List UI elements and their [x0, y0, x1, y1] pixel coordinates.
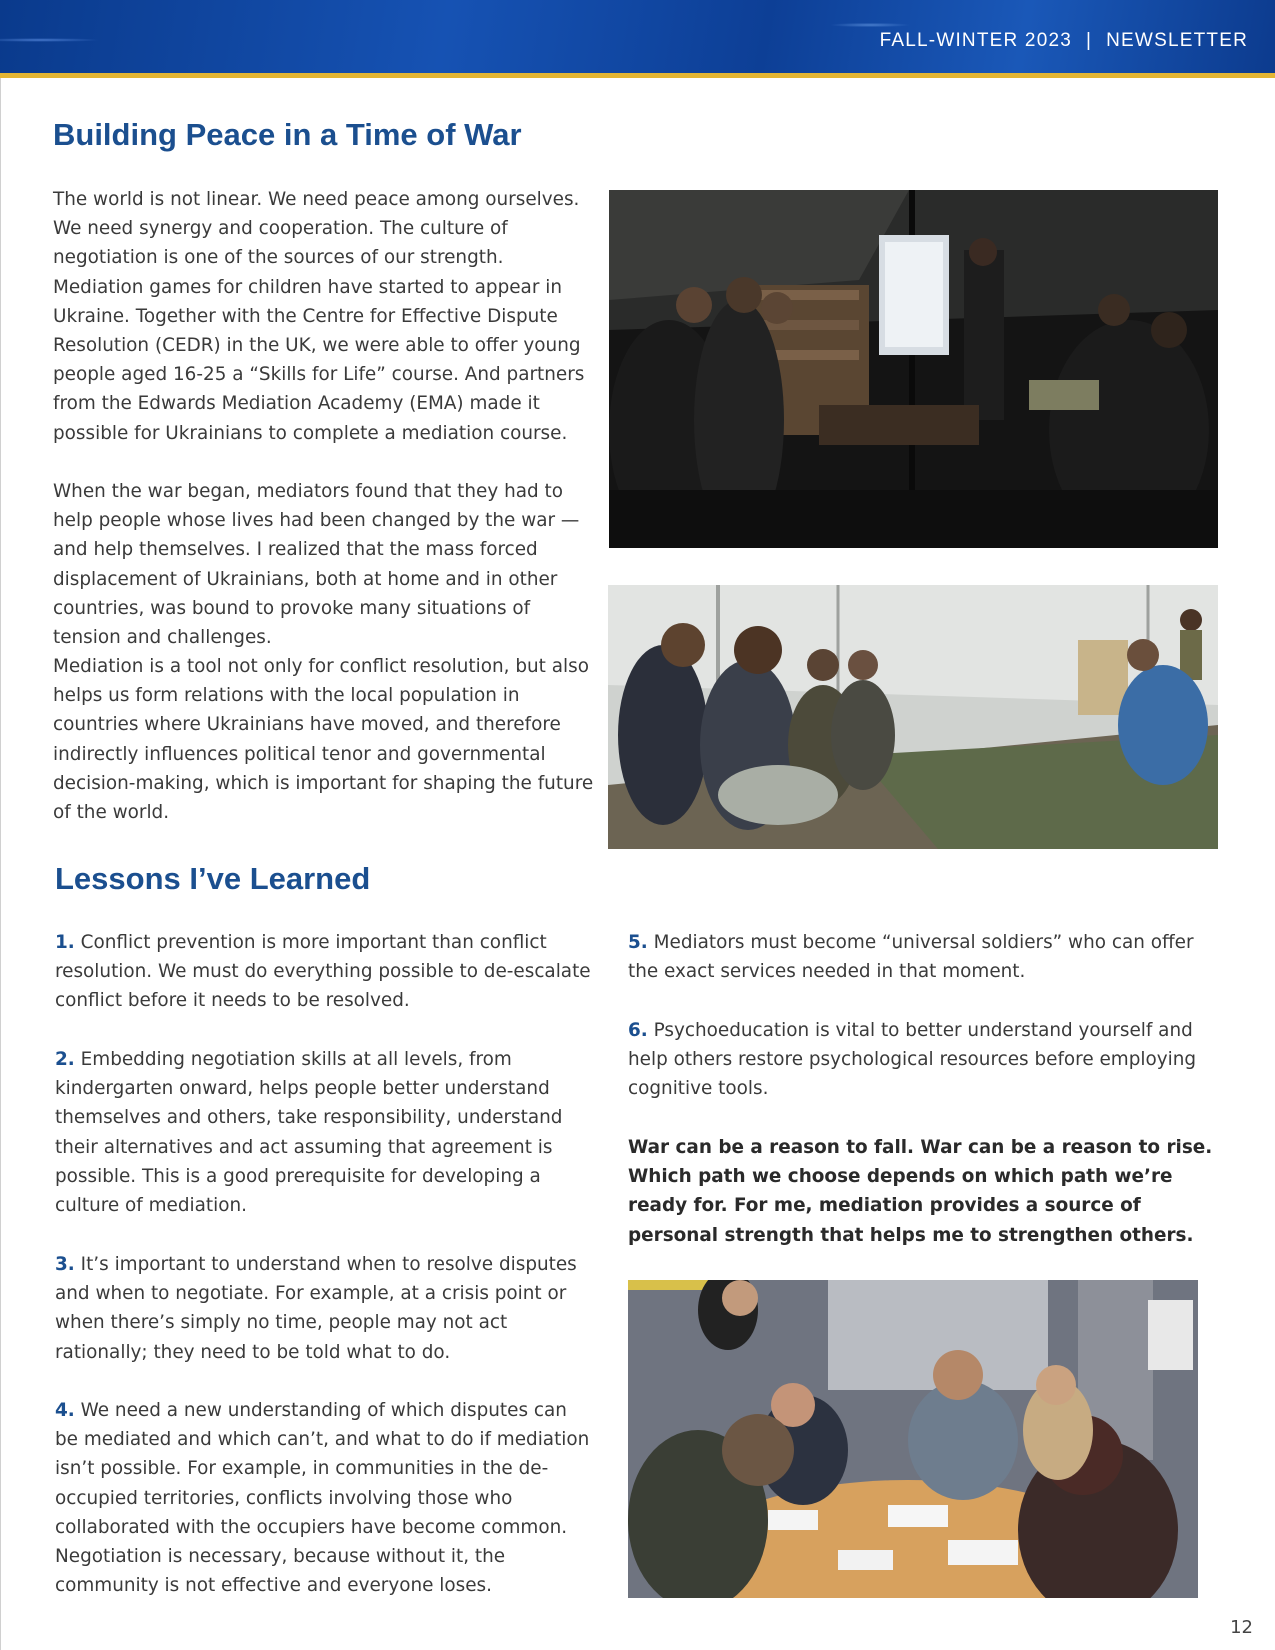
lesson-6 — [628, 1016, 1228, 1104]
photo-round-table-discussion — [628, 1280, 1198, 1598]
lesson-2-number: 2. — [55, 1049, 75, 1070]
lesson-2 — [55, 1045, 595, 1220]
lesson-5-text: Mediators must become “universal soldiers” who can offer the exact services needed in that moment. — [628, 932, 1194, 983]
lesson-2-text: Embedding negotiation skills at all levels, from kindergarten onward, helps people better understand themselves and others, take responsibility, understand their alternatives and act assuming that agreement is possible. This is a good prerequisite for developing a culture of mediation. — [55, 1049, 563, 1217]
header-type: NEWSLETTER — [1106, 30, 1248, 51]
article-title-building-peace: Building Peace in a Time of War — [53, 117, 522, 152]
lesson-3-number: 3. — [55, 1254, 75, 1275]
header-separator: | — [1086, 30, 1093, 51]
article-paragraph-1: The world is not linear. We need peace among ourselves. We need synergy and cooperation. The culture of negotiation is one of the sources of our strength. Mediation games for children have started to appear in Ukraine. Together with the Centre for Effective Dispute Resolution (CEDR) in the UK, we were able to offer young people aged 16-25 a “Skills for Life” course. And partners from the Edwards Mediation Academy (EMA) made it possible for Ukrainians to complete a mediation course. — [53, 189, 585, 444]
closing-statement: War can be a reason to fall. War can be a reason to rise. Which path we choose depends on which path we’re ready for. For me, mediation provides a source of personal strength that helps me to strengthen others. — [628, 1137, 1213, 1246]
left-margin-rule — [0, 78, 1, 1650]
article-paragraph-2: When the war began, mediators found that they had to help people whose lives had been changed by the war — and help themselves. I realized that the mass forced displacement of Ukrainians, both at home and in other countries, was bound to provoke many situations of tension and challenges. — [53, 481, 580, 649]
section-title-lessons: Lessons I’ve Learned — [55, 861, 371, 896]
lesson-4-number: 4. — [55, 1400, 75, 1421]
lesson-4 — [55, 1396, 595, 1600]
lesson-5-number: 5. — [628, 932, 648, 953]
lesson-5 — [628, 928, 1228, 986]
lesson-1 — [55, 928, 595, 1016]
header-gold-rule — [0, 73, 1275, 78]
header-banner — [0, 0, 1275, 73]
lesson-1-text: Conflict prevention is more important than conflict resolution. We must do everything possible to de-escalate conflict before it needs to be resolved. — [55, 932, 591, 1012]
lesson-3-text: It’s important to understand when to resolve disputes and when to negotiate. For example, at a crisis point or when there’s simply no time, people may not act rationally; they need to be told what to do. — [55, 1254, 577, 1363]
header-text — [880, 30, 1248, 52]
lesson-4-text: We need a new understanding of which disputes can be mediated and which can’t, and what to do if mediation isn’t possible. For example, in communities in the de-occupied territories, conflicts involving those who collaborated with the occupiers have become common. Negotiation is necessary, because without it, the community is not effective and everyone loses. — [55, 1400, 590, 1597]
article-paragraph-3: Mediation is a tool not only for conflict resolution, but also helps us form relations with the local population in countries where Ukrainians have moved, and therefore indirectly influences political tenor and governmental decision-making, which is important for shaping the future of the world. — [53, 656, 594, 824]
header-edition: FALL-WINTER 2023 — [879, 30, 1072, 51]
lesson-1-number: 1. — [55, 932, 75, 953]
lesson-3 — [55, 1250, 595, 1367]
lesson-6-text: Psychoeducation is vital to better understand yourself and help others restore psychological resources before employing cognitive tools. — [628, 1020, 1197, 1100]
lesson-6-number: 6. — [628, 1020, 648, 1041]
photo-tent-presentation — [609, 190, 1218, 548]
page-number: 12 — [1230, 1617, 1253, 1638]
photo-white-tent-group — [608, 585, 1218, 849]
